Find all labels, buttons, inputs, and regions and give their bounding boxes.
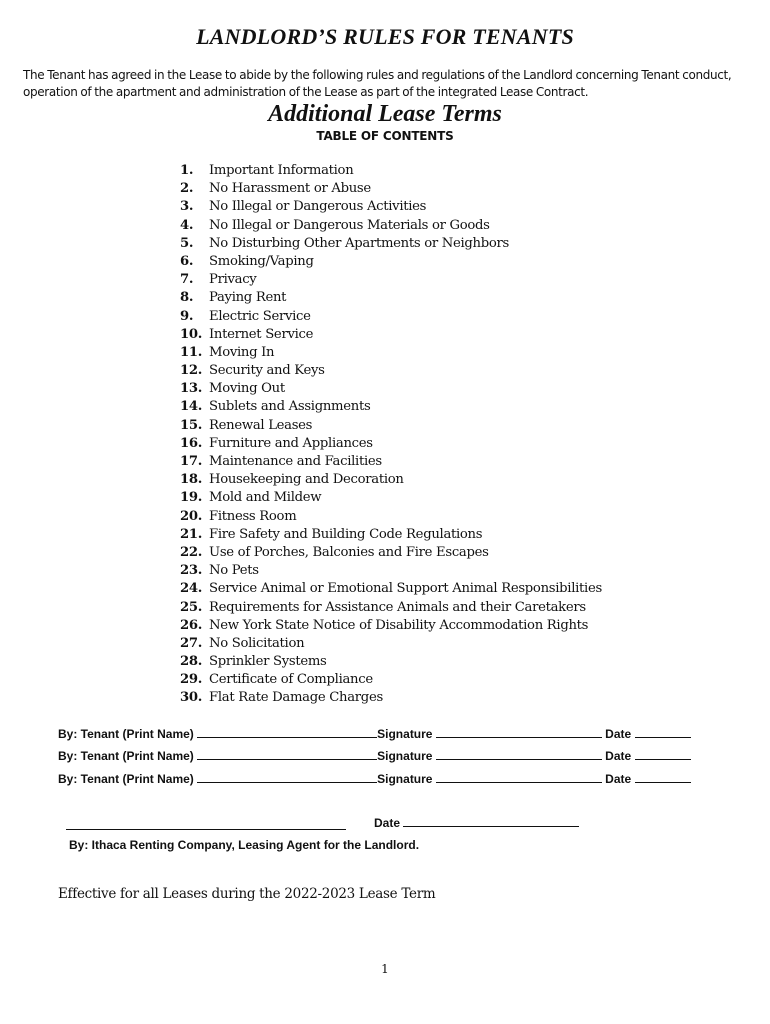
toc-item (180, 544, 602, 562)
agent-signature-line[interactable] (66, 829, 346, 830)
toc-item-label: Moving In (209, 344, 275, 360)
toc-item (180, 689, 602, 707)
toc-item-label: Maintenance and Facilities (209, 454, 382, 469)
toc-item-number: 9. (180, 308, 194, 324)
toc-item-label: No Harassment or Abuse (209, 181, 371, 197)
date-field[interactable] (635, 771, 691, 783)
toc-item-number: 26. (180, 617, 203, 633)
toc-item-number: 20. (180, 508, 203, 524)
table-of-contents (180, 162, 602, 708)
toc-item-label: Sublets and Assignments (209, 399, 371, 415)
tenant-signature-row (58, 771, 748, 786)
signature-label: Signature (377, 727, 433, 741)
toc-item-number: 5. (180, 235, 194, 251)
toc-item (180, 599, 602, 617)
toc-item (180, 671, 602, 689)
agent-date-label: Date (374, 816, 401, 830)
toc-item-number: 4. (180, 217, 194, 233)
toc-item-label: No Disturbing Other Apartments or Neighbors (209, 235, 509, 251)
toc-item-label: No Pets (209, 563, 259, 579)
toc-item-label: Service Animal or Emotional Support Animal Responsibilities (209, 581, 602, 597)
signature-field[interactable] (436, 771, 602, 783)
document-title: LANDLORD’S RULES FOR TENANTS (196, 24, 574, 49)
agent-date-field[interactable] (403, 815, 579, 827)
toc-item-number: 18. (180, 472, 203, 488)
toc-item-label: Security and Keys (209, 363, 325, 379)
toc-item-number: 17. (180, 454, 203, 469)
toc-item (180, 217, 602, 235)
toc-item-number: 22. (180, 544, 203, 560)
toc-item-label: Paying Rent (209, 290, 287, 306)
toc-item (180, 380, 602, 398)
toc-item (180, 435, 602, 453)
toc-item (180, 417, 602, 435)
toc-item (180, 580, 602, 598)
toc-item-number: 29. (180, 672, 203, 688)
toc-item-label: Furniture and Appliances (209, 435, 373, 451)
toc-item-number: 14. (180, 399, 203, 415)
toc-item (180, 362, 602, 380)
toc-item-number: 27. (180, 635, 203, 651)
toc-item-label: Internet Service (209, 326, 314, 342)
toc-item-number: 28. (180, 654, 203, 670)
toc-item-label: No Illegal or Dangerous Activities (209, 199, 427, 215)
toc-item-label: Sprinkler Systems (209, 654, 327, 670)
intro-paragraph: The Tenant has agreed in the Lease to abide by the following rules and regulations of the Landlord concerning Tenant conduct, operation of the apartment and administration of the Lease as part of the integrated Lease Contract. (23, 68, 732, 99)
toc-item-label: Mold and Mildew (209, 490, 322, 506)
toc-item-number: 7. (180, 272, 194, 288)
toc-item-number: 19. (180, 490, 203, 506)
tenant-name-field[interactable] (197, 726, 377, 738)
toc-item-label: Smoking/Vaping (209, 253, 314, 269)
toc-item-label: New York State Notice of Disability Accommodation Rights (209, 617, 589, 633)
toc-item-label: No Solicitation (209, 635, 305, 651)
toc-item (180, 289, 602, 307)
tenant-signature-row (58, 748, 748, 763)
toc-item (180, 344, 602, 362)
toc-item (180, 653, 602, 671)
toc-item (180, 471, 602, 489)
toc-item (180, 508, 602, 526)
signature-label: Signature (377, 772, 433, 786)
signature-field[interactable] (436, 748, 602, 760)
toc-item-number: 3. (180, 199, 194, 215)
toc-heading: TABLE OF CONTENTS (316, 129, 454, 143)
toc-item (180, 308, 602, 326)
date-field[interactable] (635, 748, 691, 760)
tenant-name-label: By: Tenant (Print Name) (58, 749, 194, 763)
tenant-name-field[interactable] (197, 748, 377, 760)
toc-item-number: 13. (180, 381, 203, 397)
date-field[interactable] (635, 726, 691, 738)
effective-note: Effective for all Leases during the 2022-2023 Lease Term (58, 886, 436, 902)
toc-item-number: 15. (180, 417, 203, 433)
toc-item (180, 271, 602, 289)
toc-item-number: 24. (180, 581, 203, 597)
toc-item (180, 398, 602, 416)
toc-item (180, 635, 602, 653)
toc-item-number: 23. (180, 563, 203, 579)
toc-item-label: Fire Safety and Building Code Regulations (209, 526, 483, 542)
toc-item-number: 10. (180, 326, 203, 342)
toc-item-number: 1. (180, 163, 194, 178)
tenant-signature-row (58, 726, 748, 741)
toc-item-label: Housekeeping and Decoration (209, 472, 404, 488)
toc-item (180, 453, 602, 471)
toc-item-label: Renewal Leases (209, 417, 313, 433)
toc-item-label: Certificate of Compliance (209, 672, 373, 688)
date-label: Date (605, 749, 632, 763)
agent-date-row (374, 815, 579, 830)
document-subtitle: Additional Lease Terms (268, 101, 502, 127)
signature-field[interactable] (436, 726, 602, 738)
toc-item-number: 8. (180, 290, 194, 306)
toc-item-number: 12. (180, 363, 203, 379)
toc-item (180, 235, 602, 253)
toc-item-number: 6. (180, 253, 194, 269)
toc-item-label: Requirements for Assistance Animals and their Caretakers (209, 599, 586, 615)
tenant-name-label: By: Tenant (Print Name) (58, 727, 194, 741)
toc-item-number: 25. (180, 599, 203, 615)
toc-item-number: 16. (180, 435, 203, 451)
toc-item (180, 198, 602, 216)
toc-item (180, 326, 602, 344)
toc-item (180, 562, 602, 580)
toc-item (180, 526, 602, 544)
tenant-name-label: By: Tenant (Print Name) (58, 772, 194, 786)
agent-caption: By: Ithaca Renting Company, Leasing Agent for the Landlord. (69, 838, 420, 852)
toc-item-label: Use of Porches, Balconies and Fire Escapes (209, 544, 489, 560)
toc-item (180, 180, 602, 198)
toc-item-number: 21. (180, 526, 203, 542)
page-number: 1 (381, 962, 389, 976)
toc-item-label: Flat Rate Damage Charges (209, 690, 383, 706)
toc-item (180, 617, 602, 635)
toc-item-number: 30. (180, 690, 203, 706)
tenant-name-field[interactable] (197, 771, 377, 783)
toc-item (180, 253, 602, 271)
date-label: Date (605, 727, 632, 741)
toc-item-label: No Illegal or Dangerous Materials or Goods (209, 217, 490, 233)
toc-item-label: Moving Out (209, 381, 285, 397)
toc-item-number: 2. (180, 181, 194, 197)
toc-item-label: Fitness Room (209, 508, 297, 524)
signature-label: Signature (377, 749, 433, 763)
toc-item (180, 489, 602, 507)
toc-item-label: Privacy (209, 272, 257, 288)
date-label: Date (605, 772, 632, 786)
toc-item-label: Important Information (209, 163, 354, 178)
toc-item (180, 162, 602, 180)
toc-item-label: Electric Service (209, 308, 311, 324)
toc-item-number: 11. (180, 344, 203, 360)
